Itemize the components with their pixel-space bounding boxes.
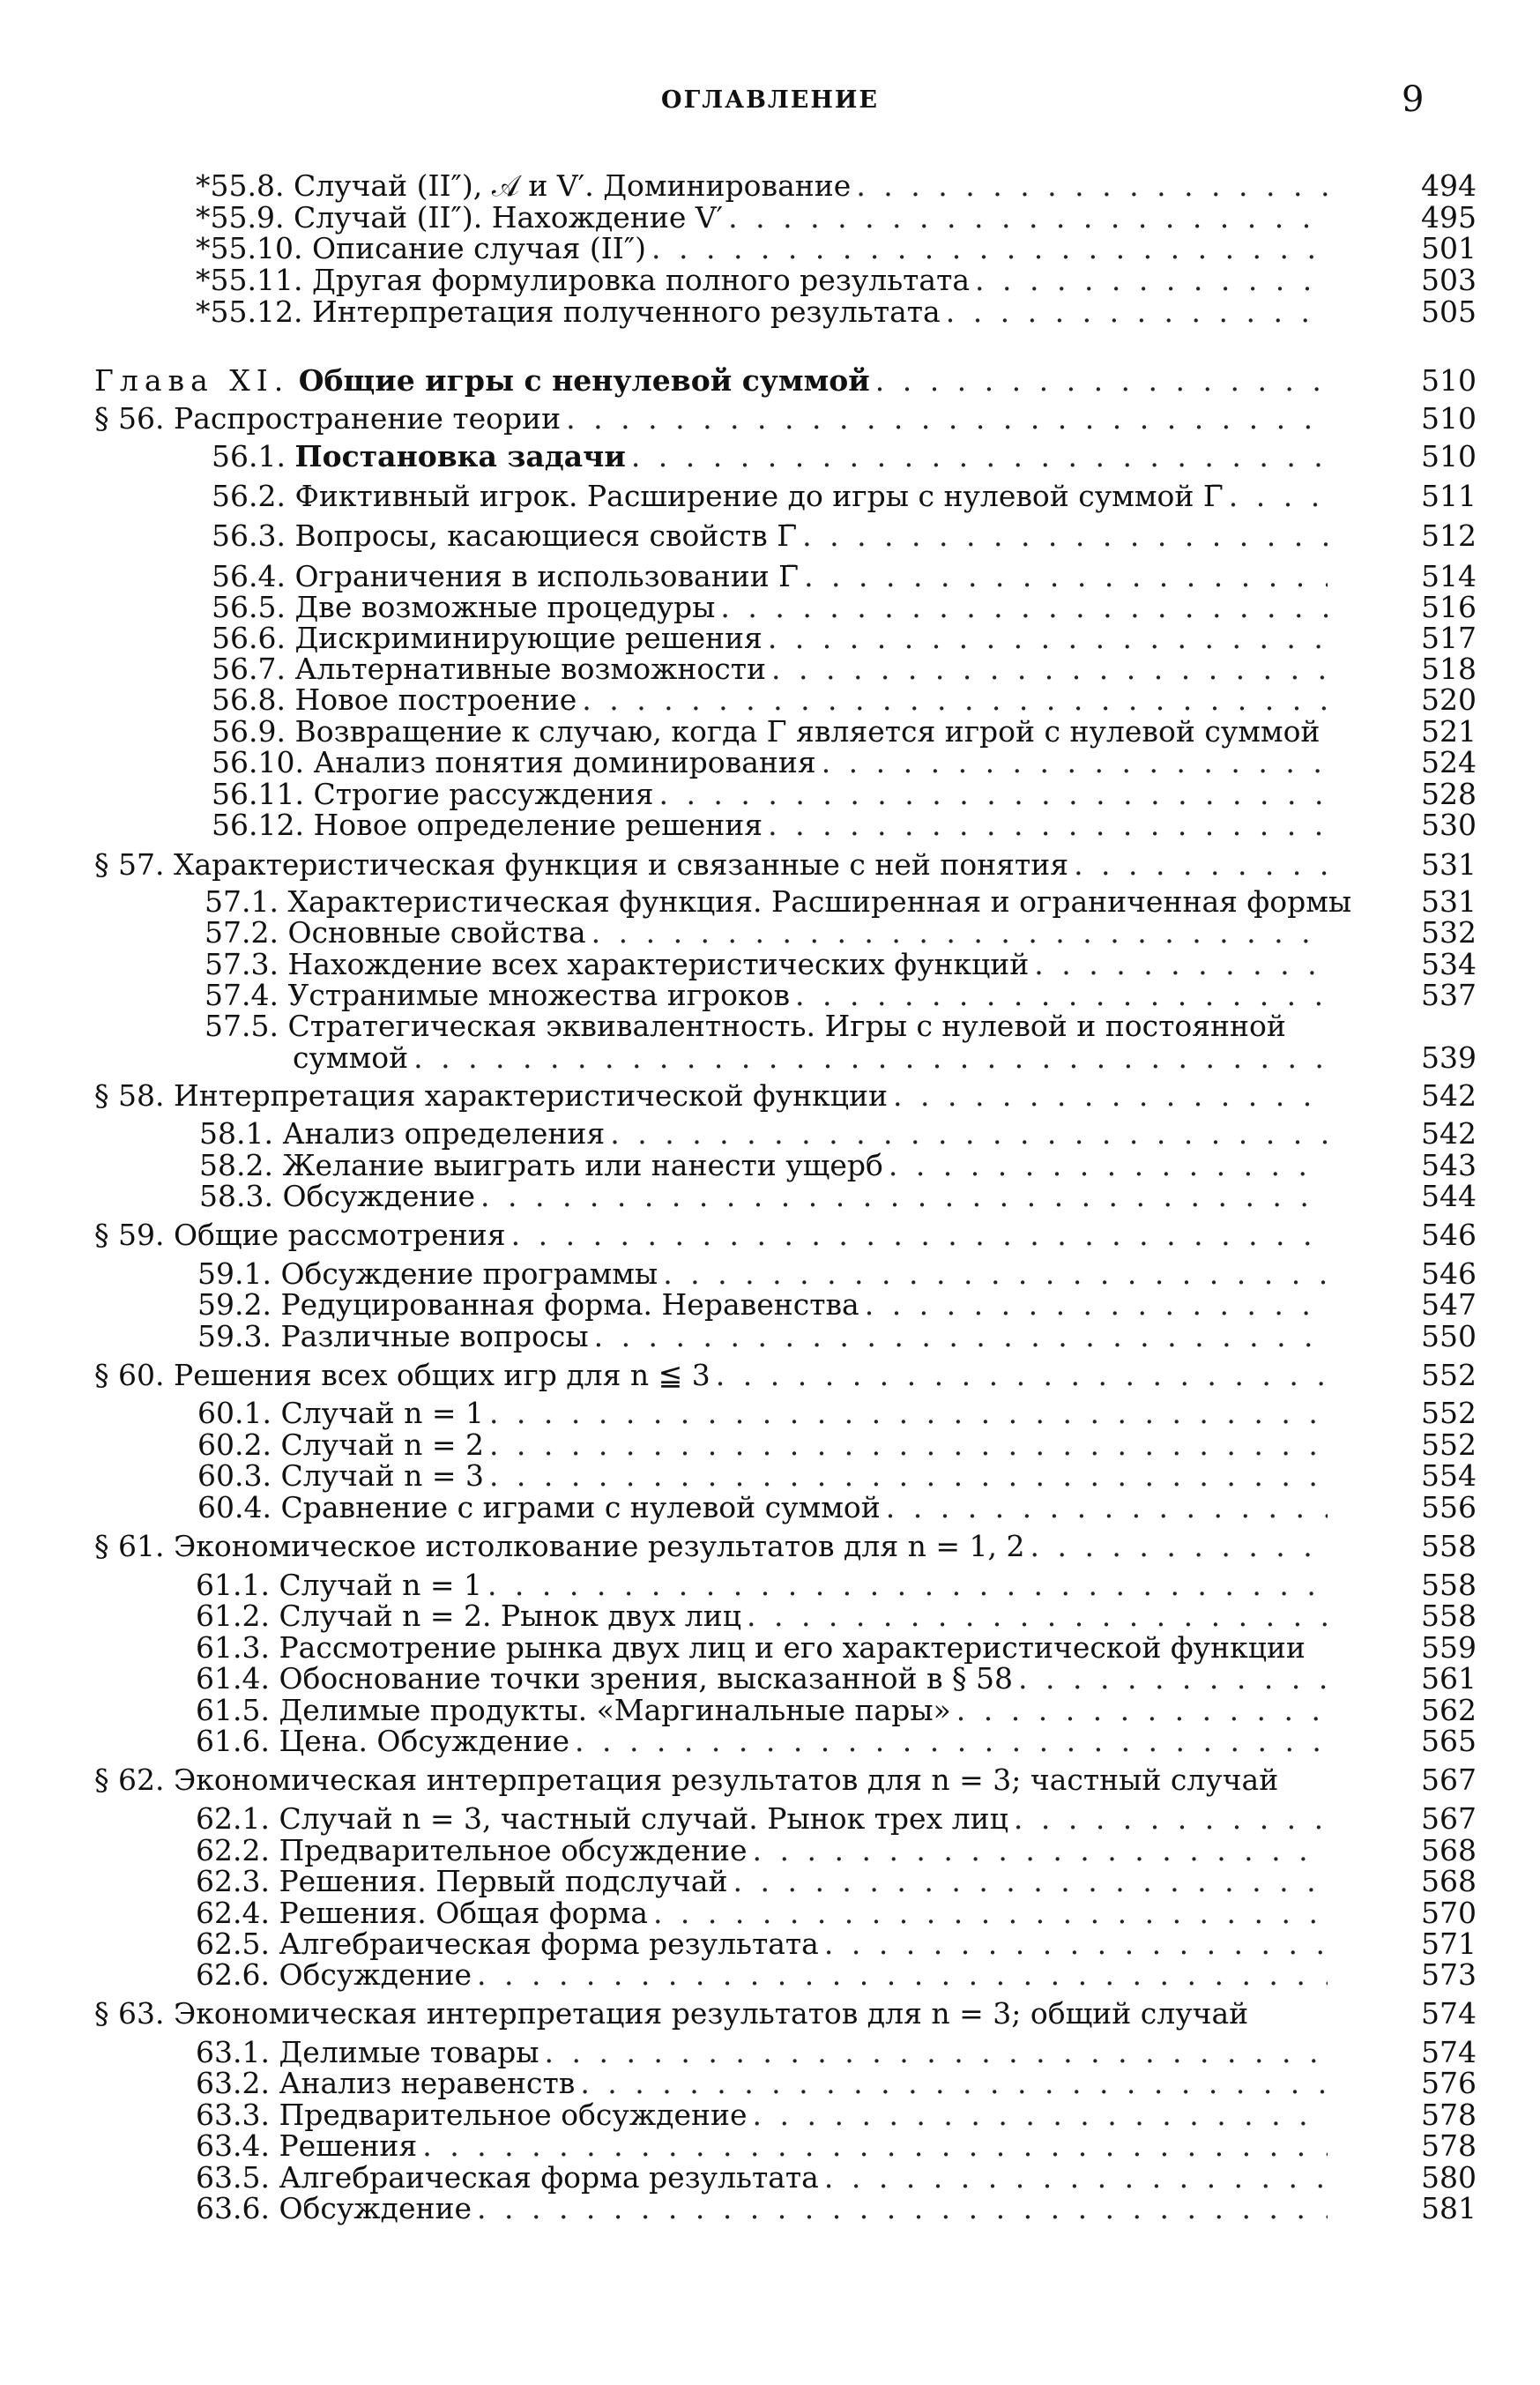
leader-dots [658,779,1328,810]
entry-title: Обсуждение программы [280,1256,658,1291]
leader-dots [422,2130,1328,2162]
entry-number: 60.3. [197,1458,272,1493]
toc-section[interactable] [94,1764,1333,1796]
entry-page: 571 [1421,1927,1477,1961]
leader-dots [651,233,1328,265]
entry-title: Рассмотрение рынка двух лиц и его характеристической функции [279,1630,1306,1665]
entry-number: 61.6. [196,1724,270,1758]
entry-page: 570 [1421,1896,1477,1930]
entry-title: Сравнение с играми с нулевой суммой [280,1490,881,1524]
entry-page: 528 [1421,777,1477,811]
leader-dots [582,684,1328,716]
leader-dots [487,1569,1328,1601]
leader-dots [610,1118,1328,1150]
entry-number: *55.11. [196,263,303,297]
toc-entry[interactable] [196,1803,1333,1835]
section-number: § 60. [94,1358,165,1392]
entry-title: Анализ понятия доминирования [313,745,816,779]
leader-dots [946,296,1328,328]
entry-page: 547 [1421,1287,1477,1322]
toc-entry[interactable] [196,233,1333,265]
entry-page: 542 [1421,1116,1477,1151]
section-number: § 57. [94,847,165,882]
leader-dots [893,1080,1328,1112]
entry-title: Случай (II″). Нахождение V′ [293,200,724,235]
leader-dots [566,403,1328,435]
entry-page: 574 [1421,2035,1477,2069]
entry-number: 56.2. [212,479,286,513]
entry-number: *55.8. [196,168,285,203]
toc-section[interactable] [94,849,1333,881]
leader-dots [716,1360,1328,1391]
leader-dots [975,265,1328,296]
toc-entry[interactable] [197,1258,1333,1290]
entry-page: 558 [1421,1599,1477,1633]
section-title: Экономическая интерпретация результатов для n = 3; частный случай [173,1763,1279,1797]
entry-title-continued: суммой [293,1040,409,1075]
entry-number: *55.10. [196,231,303,265]
toc-entry[interactable] [212,779,1333,810]
entry-page: 531 [1421,884,1477,919]
leader-dots [489,1460,1328,1492]
toc-entry[interactable] [199,1181,1333,1212]
entry-page: 546 [1421,1256,1477,1291]
entry-page: 514 [1421,559,1477,593]
section-number: § 61. [94,1529,165,1563]
entry-number: 60.2. [197,1427,272,1462]
entry-number: 58.3. [199,1179,273,1213]
toc-entry[interactable] [196,265,1333,296]
entry-title: Постановка задачи [294,439,626,473]
entry-page: 581 [1421,2191,1477,2225]
leader-dots [653,1897,1328,1929]
entry-number: 57.2. [205,915,279,950]
toc-entry[interactable] [196,1632,1333,1664]
section-title: Интерпретация характеристической функции [173,1078,888,1113]
toc-entry[interactable] [196,1928,1333,1960]
entry-page: 561 [1421,1661,1477,1696]
leader-dots [594,1321,1328,1353]
entry-page: 539 [1421,1040,1477,1075]
entry-title: Альтернативные возможности [294,652,767,686]
entry-page: 510 [1421,439,1477,473]
toc-entry[interactable] [197,1321,1333,1353]
toc-entry[interactable] [212,441,1333,473]
entry-page: 543 [1421,1148,1477,1182]
leader-dots [580,2068,1328,2099]
leader-dots [413,1042,1328,1074]
entry-page: 542 [1421,1078,1477,1113]
entry-page: 530 [1421,808,1477,842]
toc-entry[interactable] [196,1600,1333,1632]
entry-number: 56.11. [212,777,304,811]
toc-entry[interactable] [212,520,1333,552]
entry-page: 550 [1421,1319,1477,1353]
entry-page: 544 [1421,1179,1477,1213]
entry-number: 62.5. [196,1927,270,1961]
section-title: Экономическая интерпретация результатов для n = 3; общий случай [173,1996,1249,2031]
entry-title: Желание выиграть или нанести ущерб [282,1148,883,1182]
entry-title: Две возможные процедуры [294,590,716,624]
entry-number: 62.2. [196,1833,270,1867]
entry-number: 56.6. [212,621,286,655]
entry-number: 62.1. [196,1801,270,1836]
entry-title: Случай n = 3 [280,1458,484,1493]
entry-title: Обсуждение [282,1179,476,1213]
toc-entry[interactable] [212,592,1333,623]
toc-entry[interactable] [212,561,1333,593]
entry-number: 62.6. [196,1957,270,1992]
leader-dots [753,2099,1328,2131]
entry-page: 512 [1421,518,1477,553]
entry-title: Предварительное обсуждение [279,2098,748,2132]
entry-number: 61.2. [196,1599,270,1633]
entry-page: 574 [1421,1996,1477,2031]
entry-number: 62.3. [196,1864,270,1898]
entry-title: Интерпретация полученного результата [311,294,941,329]
leader-dots [824,1928,1328,1960]
entry-title: Ограничения в использовании Γ̄ [294,559,800,593]
toc-entry[interactable] [196,1959,1333,1991]
entry-page: 578 [1421,2128,1477,2163]
toc-section[interactable] [94,1531,1333,1562]
entry-page: 537 [1421,978,1477,1012]
entry-number: 61.1. [196,1568,270,1602]
leader-dots [733,1866,1328,1897]
entry-number: 56.5. [212,590,286,624]
toc-entry[interactable] [196,2193,1333,2225]
entry-page: 558 [1421,1568,1477,1602]
entry-title: Обсуждение [279,1957,472,1992]
entry-page: 565 [1421,1724,1477,1758]
entry-page: 532 [1421,915,1477,950]
leader-dots [802,520,1328,552]
entry-title: Стратегическая эквивалентность. Игры с нулевой и постоянной [287,1009,1286,1043]
entry-number: 61.4. [196,1661,270,1696]
leader-dots [477,1959,1328,1991]
entry-page: 501 [1421,231,1477,265]
toc-entry[interactable] [212,684,1333,716]
section-number: § 62. [94,1763,165,1797]
entry-title: Вопросы, касающиеся свойств Γ̄ [294,518,798,553]
entry-page: 516 [1421,590,1477,624]
entry-title: Решения. Первый подслучай [279,1864,728,1898]
entry-page: 518 [1421,652,1477,686]
leader-dots [865,1289,1328,1321]
leader-dots [956,1695,1328,1726]
entry-title: Случай n = 3, частный случай. Рынок трех лиц [279,1801,1008,1836]
entry-page: 503 [1421,263,1477,297]
section-number: § 58. [94,1078,165,1113]
entry-page: 546 [1421,1218,1477,1252]
section-number: § 63. [94,1996,165,2031]
entry-title: Обсуждение [279,2191,472,2225]
entry-page: 531 [1421,847,1477,882]
entry-number: *55.9. [196,200,285,235]
entry-page: 568 [1421,1833,1477,1867]
entry-title: Новое определение решения [313,808,763,842]
toc-section[interactable] [94,1080,1333,1112]
toc-entry[interactable] [196,1835,1333,1867]
toc-entry[interactable] [205,1010,1333,1042]
leader-dots [1074,849,1328,881]
entry-number: 61.3. [196,1630,270,1665]
toc-section[interactable] [94,1360,1333,1391]
leader-dots [768,809,1328,841]
leader-dots [889,1150,1328,1181]
toc-entry[interactable] [196,2130,1333,2162]
leader-dots [768,622,1328,654]
leader-dots [856,170,1328,202]
entry-title: Делимые продукты. «Маргинальные пары» [279,1693,951,1727]
leader-dots [720,592,1328,623]
entry-number: *55.12. [196,294,303,329]
entry-number: 60.4. [197,1490,272,1524]
toc-entry[interactable] [196,296,1333,328]
entry-number: 56.7. [212,652,286,686]
entry-title: Случай n = 2. Рынок двух лиц [279,1599,741,1633]
toc-entry[interactable] [197,1460,1333,1492]
toc-entry[interactable] [196,2099,1333,2131]
toc-entry[interactable] [205,884,1352,919]
toc-entry[interactable] [199,1150,1333,1181]
entry-number: 57.3. [205,947,279,981]
toc-entry[interactable] [196,1663,1333,1695]
toc-entry[interactable] [197,1289,1333,1321]
entry-number: 58.2. [199,1148,273,1182]
toc-section[interactable] [94,1998,1333,2030]
leader-dots [1014,1803,1328,1835]
entry-page: 552 [1421,1358,1477,1392]
leader-dots [591,917,1328,949]
leader-dots [728,202,1328,234]
leader-dots [575,1725,1328,1757]
entry-title: Анализ неравенств [279,2066,576,2100]
entry-number: 58.1. [199,1116,273,1151]
entry-page: 556 [1421,1490,1477,1524]
entry-number: 56.1. [212,439,286,473]
entry-number: 56.8. [212,682,286,717]
chapter-number: Глава XI. [94,363,290,398]
entry-title: Редуцированная форма. Неравенства [280,1287,859,1322]
entry-number: 59.3. [197,1319,272,1353]
section-title: Распространение теории [173,401,562,436]
toc-entry[interactable] [196,1569,1333,1601]
leader-dots [1018,1663,1328,1695]
entry-page: 559 [1421,1630,1477,1665]
entry-title: Случай n = 1 [279,1568,482,1602]
toc-entry[interactable] [205,980,1333,1011]
entry-number: 63.1. [196,2035,270,2069]
entry-title: Устранимые множества игроков [287,978,791,1012]
entry-title: Предварительное обсуждение [279,1833,748,1867]
toc-entry[interactable] [199,1118,1333,1150]
toc-entry[interactable] [196,1725,1333,1757]
entry-title: Другая формулировка полного результата [311,263,971,297]
toc-entry[interactable] [212,716,1333,748]
entry-title: Случай (II″), 𝒜 и V′. Доминирование [293,168,852,203]
leader-dots [824,2162,1328,2194]
entry-title: Решения. Общая форма [279,1896,648,1930]
entry-title: Строгие рассуждения [313,777,654,811]
section-title: Экономическое истолкование результатов для n = 1, 2 [173,1529,1025,1563]
toc-section[interactable] [94,403,1333,435]
toc-entry[interactable] [205,917,1333,949]
toc-entry[interactable] [196,1695,1333,1726]
entry-page: 552 [1421,1427,1477,1462]
toc-entry[interactable] [212,622,1333,654]
entry-number: 56.4. [212,559,286,593]
toc-entry[interactable] [196,2068,1333,2099]
entry-page: 505 [1421,294,1477,329]
leader-dots [489,1397,1328,1429]
toc-entry[interactable] [212,481,1333,512]
leader-dots [795,980,1328,1011]
entry-number: 59.1. [197,1256,272,1291]
entry-number: 57.5. [205,1009,279,1043]
entry-page: 562 [1421,1693,1477,1727]
entry-title: Новое построение [294,682,577,717]
leader-dots [1229,481,1328,512]
entry-title: Алгебраическая форма результата [279,2160,819,2195]
toc-entry[interactable] [196,1897,1333,1929]
section-number: § 56. [94,401,165,436]
entry-title: Цена. Обсуждение [279,1724,569,1758]
entry-page: 534 [1421,947,1477,981]
entry-number: 56.12. [212,808,304,842]
entry-page: 580 [1421,2160,1477,2195]
leader-dots [886,1492,1328,1524]
entry-title: Различные вопросы [280,1319,589,1353]
leader-dots [1030,1531,1328,1562]
leader-dots [804,561,1328,593]
entry-page: 510 [1421,401,1477,436]
entry-title: Решения [279,2128,418,2163]
entry-title: Случай n = 1 [280,1396,484,1430]
toc-entry[interactable] [196,170,1333,202]
section-number: § 59. [94,1218,165,1252]
entry-title: Дискриминирующие решения [294,621,763,655]
leader-dots [489,1429,1328,1461]
entry-title: Характеристическая функция. Расширенная и ограниченная формы [287,884,1352,919]
entry-page: 558 [1421,1529,1477,1563]
toc-entry[interactable] [196,2162,1333,2194]
leader-dots [822,747,1328,779]
entry-title: Фиктивный игрок. Расширение до игры с нулевой суммой Γ̄ [294,479,1224,513]
entry-number: 59.2. [197,1287,272,1322]
entry-page: 521 [1421,714,1477,749]
entry-page: 568 [1421,1864,1477,1898]
entry-title: Возвращение к случаю, когда Γ является игрой с нулевой суммой [294,714,1321,749]
entry-number: 63.4. [196,2128,270,2163]
entry-title: Основные свойства [287,915,586,950]
entry-page: 567 [1421,1763,1477,1797]
entry-number: 63.5. [196,2160,270,2195]
leader-dots [771,653,1328,685]
entry-page: 511 [1421,479,1477,513]
entry-number: 56.3. [212,518,286,553]
entry-page: 495 [1421,200,1477,235]
toc-entry[interactable] [196,202,1333,234]
entry-page: 524 [1421,745,1477,779]
entry-title: Нахождение всех характеристических функций [287,947,1030,981]
entry-page: 578 [1421,2098,1477,2132]
entry-title: Обоснование точки зрения, высказанной в § 58 [279,1661,1014,1696]
entry-page: 520 [1421,682,1477,717]
chapter-title: Общие игры с ненулевой суммой [298,363,870,398]
page-number: 9 [1402,79,1425,120]
entry-number: 61.5. [196,1693,270,1727]
entry-number: 63.2. [196,2066,270,2100]
leader-dots [1034,949,1328,980]
entry-page: 573 [1421,1957,1477,1992]
toc-entry[interactable] [205,949,1333,980]
section-title: Решения всех общих игр для n ≦ 3 [173,1358,710,1392]
leader-dots [477,2193,1328,2225]
toc-entry[interactable] [197,1397,1333,1429]
entry-number: 63.3. [196,2098,270,2132]
entry-number: 60.1. [197,1396,272,1430]
leader-dots [753,1835,1328,1867]
entry-page: 510 [1421,363,1477,398]
leader-dots [631,441,1328,473]
toc-entry[interactable] [212,653,1333,685]
entry-page: 494 [1421,168,1477,203]
section-title: Характеристическая функция и связанные с ней понятия [173,847,1069,882]
entry-number: 57.1. [205,884,279,919]
toc-section[interactable] [94,1219,1333,1251]
toc-entry[interactable] [197,1429,1333,1461]
toc-entry[interactable] [196,1866,1333,1897]
leader-dots [663,1258,1328,1290]
entry-number: 56.10. [212,745,304,779]
running-title: ОГЛАВЛЕНИЕ [661,86,879,114]
leader-dots [480,1181,1328,1212]
entry-page: 576 [1421,2066,1477,2100]
entry-title: Делимые товары [279,2035,539,2069]
toc-entry-continuation[interactable] [293,1042,1333,1074]
entry-page: 554 [1421,1458,1477,1493]
entry-title: Алгебраическая форма результата [279,1927,819,1961]
entry-title: Описание случая (II″) [311,231,646,265]
toc-entry[interactable] [212,809,1333,841]
entry-number: 57.4. [205,978,279,1012]
leader-dots [747,1600,1328,1632]
entry-number: 63.6. [196,2191,270,2225]
leader-dots [511,1219,1328,1251]
entry-page: 552 [1421,1396,1477,1430]
leader-dots [545,2037,1328,2068]
entry-number: 62.4. [196,1896,270,1930]
section-title: Общие рассмотрения [173,1218,506,1252]
toc-entry[interactable] [212,747,1333,779]
entry-title: Анализ определения [282,1116,606,1151]
entry-number: 56.9. [212,714,286,749]
entry-title: Случай n = 2 [280,1427,484,1462]
entry-page: 517 [1421,621,1477,655]
entry-page: 567 [1421,1801,1477,1836]
toc-entry[interactable] [196,2037,1333,2068]
toc-chapter[interactable] [94,365,1333,397]
toc-entry[interactable] [197,1492,1333,1524]
leader-dots [875,365,1328,397]
